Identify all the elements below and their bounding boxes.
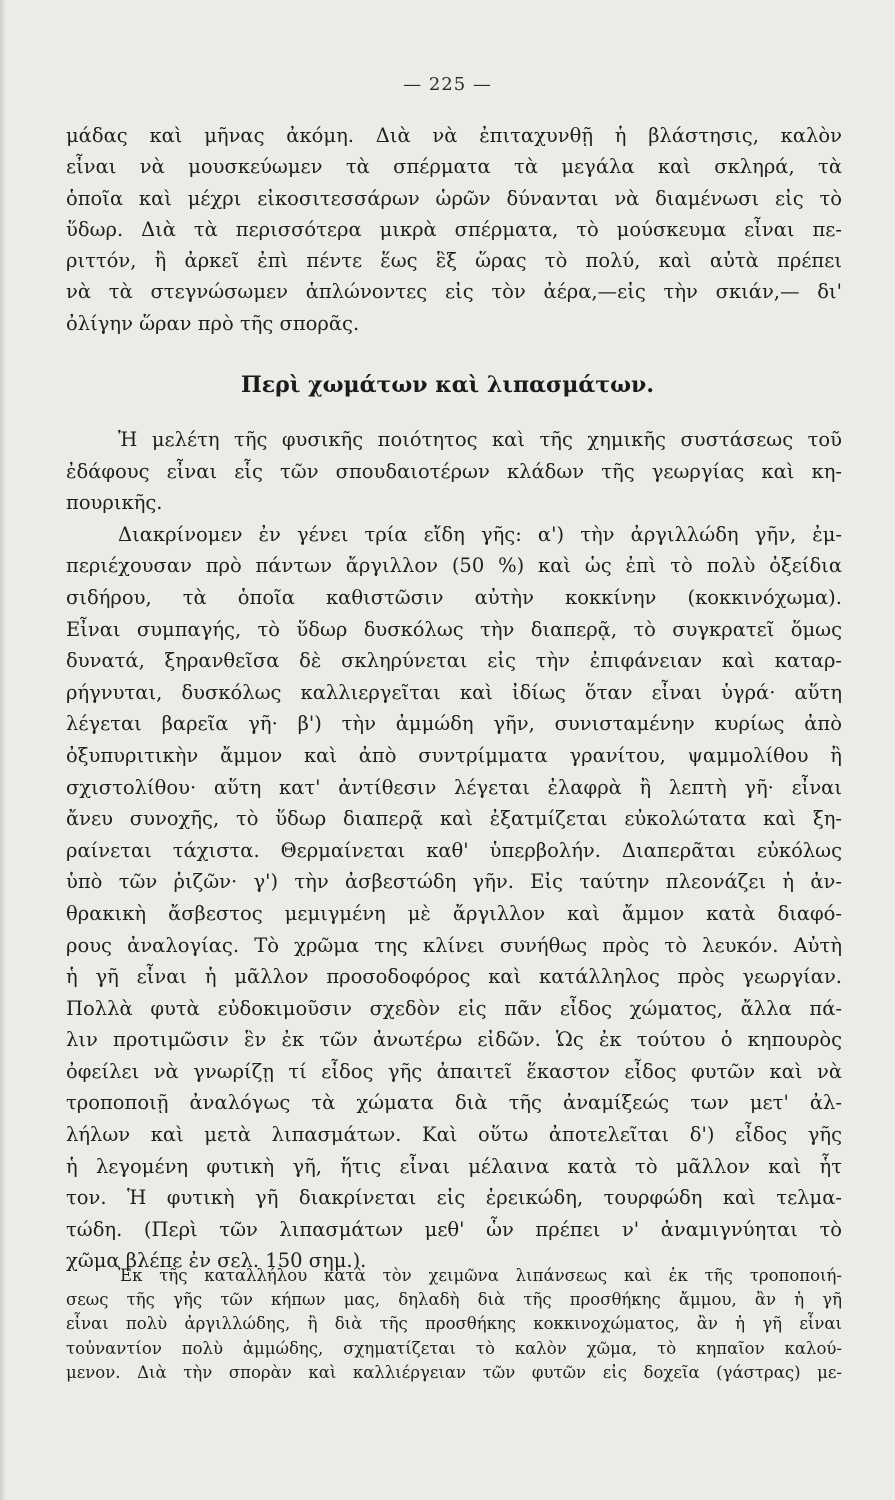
text-line: μενον. Διὰ τὴν σπορὰν καὶ καλλιέργειαν τῶν φυτῶν εἰς δοχεῖα (γάστρας) με- [66,1362,842,1382]
section-body [66,424,842,1277]
text-line: λιν προτιμῶσιν ἓν ἐκ τῶν ἀνωτέρω εἰδῶν. Ὡς ἐκ τούτου ὁ κηπουρὸς [66,1028,842,1052]
text-line: σχιστολίθου· αὕτη κατ' ἀντίθεσιν λέγεται ἐλαφρὰ ἢ λεπτὴ γῆ· εἶναι [66,775,842,799]
text-line: εἶναι νὰ μουσκεύωμεν τὰ σπέρματα τὰ μεγάλα καὶ σκληρά, τὰ [66,155,842,179]
text-line: τώδη. (Περὶ τῶν λιπασμάτων μεθ' ὧν πρέπει ν' ἀναμιγνύηται τὸ [66,1217,842,1241]
text-line: πουρικῆς. [66,491,163,515]
text-line: εἶναι πολὺ ἀργιλλώδης, ἢ διὰ τῆς προσθήκης κοκκινοχώματος, ἂν ἡ γῆ εἶναι [66,1314,842,1334]
text-line: τον. Ἡ φυτικὴ γῆ διακρίνεται εἰς ἐρεικώδη, τουρφώδη καὶ τελμα- [66,1186,842,1210]
text-line: ρους ἀναλογίας. Τὸ χρῶμα της κλίνει συνήθως πρὸς τὸ λευκόν. Αὐτὴ [66,933,842,957]
text-line: δυνατά, ξηρανθεῖσα δὲ σκληρύνεται εἰς τὴν ἐπιφάνειαν καὶ καταρ- [66,649,842,673]
text-line: σιδήρου, τὰ ὁποῖα καθιστῶσιν αὐτὴν κοκκίνην (κοκκινόχωμα). [66,585,842,609]
text-line: περιέχουσαν πρὸ πάντων ἄργιλλον (50 %) καὶ ὡς ἐπὶ τὸ πολὺ ὀξείδια [66,554,842,578]
text-line: ὀλίγην ὥραν πρὸ τῆς σπορᾶς. [66,311,360,335]
text-line: χῶμα βλέπε ἐν σελ. 150 σημ.). [66,1249,367,1273]
text-line: ἡ λεγομένη φυτικὴ γῆ, ἥτις εἶναι μέλαινα κατὰ τὸ μᾶλλον καὶ ἧτ [66,1154,842,1178]
text-line: σεως τῆς γῆς τῶν κήπων μας, δηλαδὴ διὰ τῆς προσθήκης ἄμμου, ἂν ἡ γῆ [66,1290,842,1310]
opening-paragraph [66,120,842,339]
text-line: Ἐκ τῆς καταλλήλου κατὰ τὸν χειμῶνα λιπάνσεως καὶ ἐκ τῆς τροποποιή- [118,1266,842,1285]
text-line: ρήγνυται, δυσκόλως καλλιεργεῖται καὶ ἰδίως ὅταν εἶναι ὑγρά· αὕτη [66,680,842,704]
text-line: ἐδάφους εἶναι εἷς τῶν σπουδαιοτέρων κλάδων τῆς γεωργίας καὶ κη- [66,459,842,483]
text-line: Πολλὰ φυτὰ εὐδοκιμοῦσιν σχεδὸν εἰς πᾶν εἶδος χώματος, ἄλλα πά- [66,996,842,1020]
small-print-paragraph [66,1264,842,1385]
text-line: ὁποῖα καὶ μέχρι εἰκοσιτεσσάρων ὡρῶν δύνανται νὰ διαμένωσι εἰς τὸ [66,186,842,210]
text-line: ἡ γῆ εἶναι ἡ μᾶλλον προσοδοφόρος καὶ κατάλληλος πρὸς γεωργίαν. [66,965,842,989]
page-binding-shadow [0,0,6,1500]
text-line: ὀφείλει νὰ γνωρίζῃ τί εἶδος γῆς ἀπαιτεῖ ἕκαστον εἶδος φυτῶν καὶ νὰ [66,1059,842,1083]
page-number: — 225 — [403,74,492,95]
text-line: ὕδωρ. Διὰ τὰ περισσότερα μικρὰ σπέρματα, τὸ μούσκευμα εἶναι πε- [66,217,842,241]
text-line: Εἶναι συμπαγής, τὸ ὕδωρ δυσκόλως τὴν διαπερᾷ, τὸ συγκρατεῖ ὅμως [66,617,842,641]
text-line: λήλων καὶ μετὰ λιπασμάτων. Καὶ οὕτω ἀποτελεῖται δ') εἶδος γῆς [66,1123,842,1147]
text-line: Ἡ μελέτη τῆς φυσικῆς ποιότητος καὶ τῆς χημικῆς συστάσεως τοῦ [118,428,842,451]
text-line: τοὐναντίον πολὺ ἀμμώδης, σχηματίζεται τὸ καλὸν χῶμα, τὸ κηπαῖον καλού- [66,1338,842,1358]
text-line: τροποποιῇ ἀναλόγως τὰ χώματα διὰ τῆς ἀναμίξεώς των μετ' ἀλ- [66,1091,842,1115]
text-line: μάδας καὶ μῆνας ἀκόμη. Διὰ νὰ ἐπιταχυνθῇ ἡ βλάστησις, καλὸν [66,124,842,147]
text-line: λέγεται βαρεῖα γῆ· β') τὴν ἀμμώδη γῆν, συνισταμένην κυρίως ἀπὸ [66,712,842,736]
text-line: ἄνευ συνοχῆς, τὸ ὕδωρ διαπερᾷ καὶ ἐξατμίζεται εὐκολώτατα καὶ ξη- [66,807,842,831]
text-line: θρακικὴ ἄσβεστος μεμιγμένη μὲ ἄργιλλον καὶ ἄμμον κατὰ διαφό- [66,901,842,925]
text-line: νὰ τὰ στεγνώσωμεν ἁπλώνοντες εἰς τὸν ἀέρα,—εἰς τὴν σκιάν,— δι' [66,280,842,304]
text-line: Διακρίνομεν ἐν γένει τρία εἴδη γῆς: α') τὴν ἀργιλλώδη γῆν, ἐμ- [118,522,842,546]
section-heading: Περὶ χωμάτων καὶ λιπασμάτων. [241,372,654,398]
text-line: ριττόν, ἢ ἀρκεῖ ἐπὶ πέντε ἕως ἓξ ὥρας τὸ πολύ, καὶ αὐτὰ πρέπει [66,249,842,273]
text-line: ὑπὸ τῶν ῥιζῶν· γ') τὴν ἀσβεστώδη γῆν. Εἰς ταύτην πλεονάζει ἡ ἀν- [66,870,842,894]
text-line: ὀξυπυριτικὴν ἄμμον καὶ ἀπὸ συντρίμματα γρανίτου, ψαμμολίθου ἢ [66,743,842,767]
text-line: ραίνεται τάχιστα. Θερμαίνεται καθ' ὑπερβολήν. Διαπερᾶται εὐκόλως [66,838,842,862]
